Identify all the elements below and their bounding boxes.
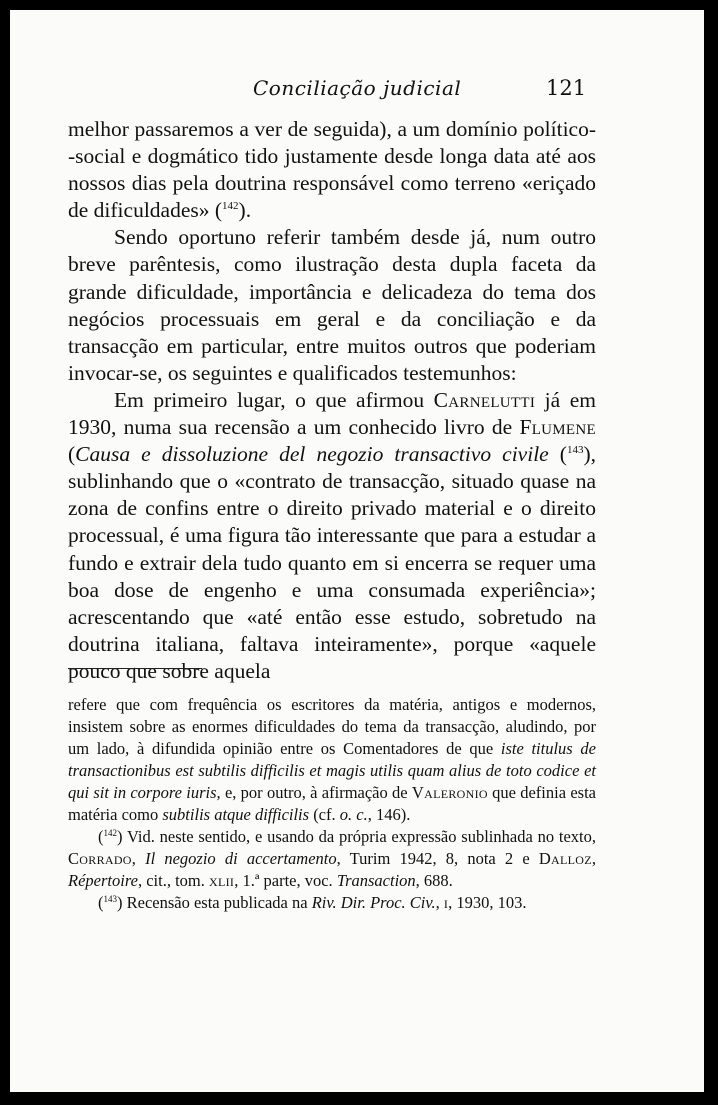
fn143-b: , xyxy=(435,893,444,912)
paragraph-3-text-a: Em primeiro lugar, o que afirmou xyxy=(114,387,434,412)
fn142-c: , Turim 1942, 8, nota 2 e xyxy=(336,849,539,868)
fn142-open: ( xyxy=(98,827,104,846)
fn142-d: , xyxy=(591,849,596,868)
book-title: Causa e dissoluzione del negozio transactivo civile xyxy=(75,442,549,467)
footnote-separator xyxy=(68,668,202,669)
fn-cont-a: refere que com frequência os escritores da matéria, antigos e modernos, insistem sobre as enormes dificuldades do tema da transacção, aludindo, por um lado, à difundida opinião entre os Comentadores de que xyxy=(68,695,596,758)
page-header xyxy=(10,76,704,106)
fn142-f: , 1.ª parte, voc. xyxy=(234,871,337,890)
main-text xyxy=(68,116,596,685)
footnote-ref-142: 142 xyxy=(222,200,239,213)
fn142-g: , 688. xyxy=(415,871,453,890)
running-title: Conciliação judicial xyxy=(253,76,462,100)
paragraph-2-text: Sendo oportuno referir também desde já, num outro breve parêntesis, como ilustração desta dupla faceta da grande dificuldade, importância e delicadeza do tema dos negócios processuais em geral e da conciliação e da transacção em particular, entre muitos outros que poderiam invocar-se, os seguintes e qualificados testemunhos: xyxy=(68,225,596,385)
fn-cont-d: (cf. xyxy=(309,805,340,824)
footnote-142 xyxy=(68,826,596,892)
footnote-143 xyxy=(68,892,596,914)
fn142-title-1: Il negozio di accertamento xyxy=(145,849,337,868)
fn-cont-c: que definia esta matéria como xyxy=(68,783,596,824)
paragraph-1-end: ). xyxy=(238,198,252,223)
journal-title: Riv. Dir. Proc. Civ. xyxy=(311,893,436,912)
fn142-tom: xlii xyxy=(209,871,235,890)
author-valeronio: Valeronio xyxy=(411,783,488,802)
fn142-title-2: Répertoire xyxy=(68,871,138,890)
footnote-ref-143: 143 xyxy=(566,444,584,457)
latin-quote-2: subtilis atque difficilis xyxy=(162,805,310,824)
paragraph-2 xyxy=(68,224,596,387)
footnote-continuation xyxy=(68,694,596,826)
author-corrado: Corrado xyxy=(68,849,132,868)
fn-cont-e: , 146). xyxy=(367,805,411,824)
footnote-142-marker: 142 xyxy=(103,828,117,838)
paragraph-3-text-b: já em 1930, numa sua recensão a um conhecido livro de xyxy=(68,387,596,440)
footnote-143-marker: 143 xyxy=(103,894,117,904)
latin-quote: iste titulus de transactionibus est subtilis difficilis et magis utilis quam alius de toto codice et qui sit in corpore iuris, xyxy=(68,739,596,802)
paragraph-1 xyxy=(68,116,596,224)
fn143-c: , 1930, 103. xyxy=(448,893,527,912)
paragraph-3-text-d: ), sublinhando que o «contrato de transacção, situado quase na zona de confins entre o direito privado material e o direito processual, é uma figura tão interessante que para a estudar a fundo e extrair dela tudo quanto em si encerra se requer uma boa dose de engenho e uma consumada experiência»; acrescentando que «até então esse estudo, sobretudo na doutrina italiana, faltava inteiramente», porque «aquele pouco que sobre aquela xyxy=(68,442,596,683)
paren-open: ( xyxy=(68,442,76,467)
fn142-a: ) Vid. neste sentido, e usando da própria expressão sublinhada no texto, xyxy=(117,827,596,846)
author-dalloz: Dalloz xyxy=(538,849,592,868)
footnotes xyxy=(68,694,596,914)
fn143-open: ( xyxy=(98,893,104,912)
fn142-e: , cit., tom. xyxy=(137,871,209,890)
fn143-volume: i xyxy=(443,893,449,912)
paragraph-3 xyxy=(68,387,596,685)
book-page xyxy=(10,10,704,1092)
fn142-b: , xyxy=(131,849,146,868)
ref-paren-open: ( xyxy=(548,442,567,467)
fn143-a: ) Recensão esta publicada na xyxy=(117,893,312,912)
paragraph-1-text: melhor passaremos a ver de seguida), a um domínio político--social e dogmático tido justamente desde longa data até aos nossos dias pela doutrina responsável como terreno «eriçado de dificuldades» ( xyxy=(68,117,596,223)
fn142-title-3: Transaction xyxy=(336,871,416,890)
page-number: 121 xyxy=(546,76,587,100)
author-flumene: Flumene xyxy=(519,415,596,440)
fn-cont-b: e, por outro, à afirmação de xyxy=(220,783,412,802)
author-carnelutti: Carnelutti xyxy=(433,387,536,412)
opus-citatum: o. c. xyxy=(339,805,368,824)
